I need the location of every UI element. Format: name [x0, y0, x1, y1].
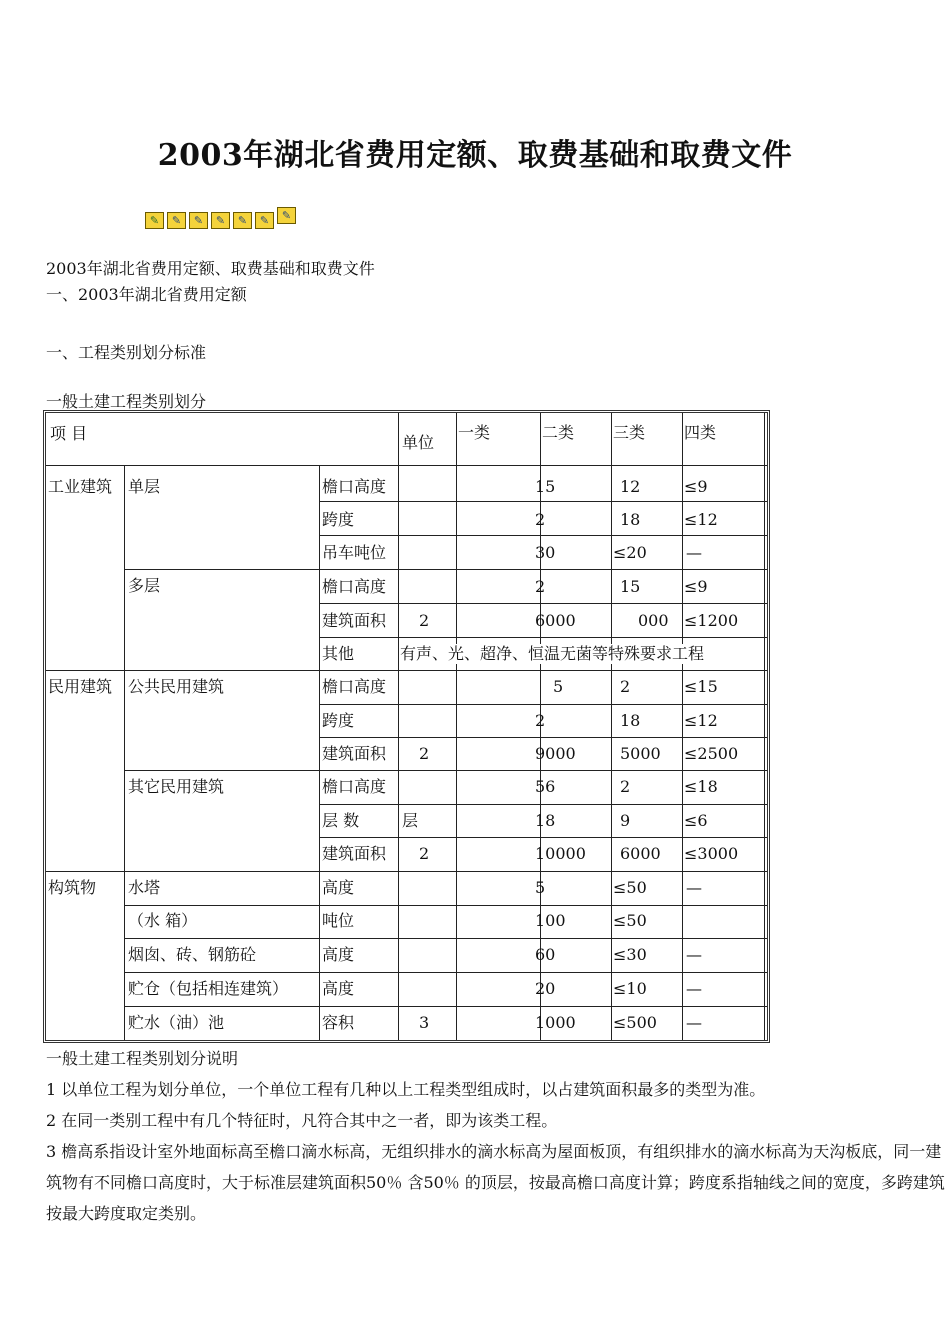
cell-class-2: 60: [535, 945, 556, 964]
note-item: 3 檐高系指设计室外地面标高至檐口滴水标高，无组织排水的滴水标高为屋面板顶，有组织排水的滴水标高为天沟板底，同一建筑物有不同檐口高度时，大于标准层建筑面积50％ 含50％ 的顶层，按最高檐口高度计算；跨度系指轴线之间的宽度，多跨建筑按最大跨度取定类别。: [46, 1142, 945, 1223]
cell-class-4: ≤9: [684, 577, 708, 596]
cell-class-2: 5: [553, 677, 564, 696]
merged-cell: 有声、光、超净、恒温无菌等特殊要求工程: [400, 644, 705, 663]
row-item: 跨度: [322, 711, 355, 730]
cell-class-2: 1000: [535, 1013, 576, 1032]
header-class-4: 四类: [684, 423, 717, 442]
cell-class-2: 30: [535, 543, 556, 562]
cell-class-3: 12: [620, 477, 641, 496]
cell-class-4: ≤12: [684, 711, 718, 730]
group-label: 构筑物: [48, 878, 97, 897]
cell-class-4: ≤15: [684, 677, 718, 696]
cell-class-2: 18: [535, 811, 556, 830]
cell-class-3: 2: [620, 677, 631, 696]
pdf-icon[interactable]: ✎: [277, 207, 296, 224]
pdf-icon[interactable]: ✎: [189, 212, 208, 229]
cell-class-4: —: [686, 1013, 702, 1032]
subgroup-label: 单层: [128, 477, 161, 496]
cell-class-4: ≤1200: [684, 611, 739, 630]
subgroup-label: 水塔: [128, 878, 161, 897]
subgroup-label: （水 箱）: [128, 911, 198, 930]
cell-class-4: ≤12: [684, 510, 718, 529]
cell-class-3: ≤500: [613, 1013, 657, 1032]
cell-unit: 2: [419, 611, 430, 630]
cell-class-2: 10000: [535, 844, 586, 863]
header-class-2: 二类: [542, 423, 575, 442]
cell-class-4: —: [686, 878, 702, 897]
subgroup-label: 其它民用建筑: [128, 777, 225, 796]
cell-class-3: ≤10: [613, 979, 647, 998]
cell-class-2: 15: [535, 477, 556, 496]
cell-class-3: 18: [620, 510, 641, 529]
row-item: 吊车吨位: [322, 543, 387, 562]
cell-class-2: 2: [535, 510, 546, 529]
cell-class-2: 20: [535, 979, 556, 998]
header-unit: 单位: [402, 433, 435, 452]
row-item: 建筑面积: [322, 844, 387, 863]
cell-class-3: ≤50: [613, 911, 647, 930]
cell-class-2: 5: [535, 878, 546, 897]
notes-section: [46, 1043, 946, 1229]
category-table: [45, 412, 768, 1041]
cell-class-3: 6000: [620, 844, 661, 863]
cell-unit: 3: [419, 1013, 430, 1032]
cell-class-3: 5000: [620, 744, 661, 763]
header-class-3: 三类: [613, 423, 646, 442]
cell-unit: 2: [419, 844, 430, 863]
cell-class-3: ≤20: [613, 543, 647, 562]
table-caption: 一般土建工程类别划分: [46, 392, 207, 411]
row-item: 其他: [322, 644, 355, 663]
section-heading: 一、2003年湖北省费用定额: [46, 285, 247, 304]
subgroup-label: 烟囱、砖、钢筋砼: [128, 945, 257, 964]
cell-class-3: 18: [620, 711, 641, 730]
row-item: 高度: [322, 979, 355, 998]
row-item: 檐口高度: [322, 677, 387, 696]
pdf-icon[interactable]: ✎: [211, 212, 230, 229]
cell-class-2: 2: [535, 577, 546, 596]
cell-class-3: ≤30: [613, 945, 647, 964]
pdf-icon[interactable]: ✎: [145, 212, 164, 229]
pdf-icon[interactable]: ✎: [255, 212, 274, 229]
subgroup-label: 多层: [128, 576, 161, 595]
row-item: 檐口高度: [322, 577, 387, 596]
subgroup-label: 公共民用建筑: [128, 677, 225, 696]
row-item: 檐口高度: [322, 777, 387, 796]
cell-class-2: 6000: [535, 611, 576, 630]
row-item: 容积: [322, 1013, 355, 1032]
cell-class-4: ≤2500: [684, 744, 739, 763]
cell-class-4: ≤9: [684, 477, 708, 496]
subgroup-label: 贮仓（包括相连建筑）: [128, 979, 289, 998]
row-item: 建筑面积: [322, 744, 387, 763]
row-item: 高度: [322, 945, 355, 964]
cell-class-4: —: [686, 543, 702, 562]
cell-class-2: 9000: [535, 744, 576, 763]
note-item: 1 以单位工程为划分单位，一个单位工程有几种以上工程类型组成时，以占建筑面积最多的类型为准。: [46, 1080, 766, 1099]
cell-class-4: —: [686, 945, 702, 964]
row-item: 建筑面积: [322, 611, 387, 630]
cell-class-3: 000: [638, 611, 669, 630]
cell-class-2: 100: [535, 911, 566, 930]
cell-class-3: ≤50: [613, 878, 647, 897]
cell-class-3: 15: [620, 577, 641, 596]
cell-class-4: ≤18: [684, 777, 718, 796]
header-class-1: 一类: [458, 423, 491, 442]
group-label: 工业建筑: [48, 477, 113, 496]
group-label: 民用建筑: [48, 677, 113, 696]
row-item: 吨位: [322, 911, 355, 930]
pdf-icon[interactable]: ✎: [233, 212, 252, 229]
pdf-icon[interactable]: ✎: [167, 212, 186, 229]
cell-unit: 层: [402, 811, 419, 830]
cell-unit: 2: [419, 744, 430, 763]
toolbar-icons: [145, 209, 296, 229]
cell-class-4: ≤3000: [684, 844, 739, 863]
cell-class-3: 9: [620, 811, 631, 830]
row-item: 跨度: [322, 510, 355, 529]
note-item: 2 在同一类别工程中有几个特征时，凡符合其中之一者，即为该类工程。: [46, 1111, 558, 1130]
cell-class-2: 56: [535, 777, 556, 796]
row-item: 层 数: [322, 811, 360, 830]
row-item: 檐口高度: [322, 477, 387, 496]
notes-heading: 一般土建工程类别划分说明: [46, 1049, 239, 1068]
section-heading: 一、工程类别划分标准: [46, 343, 207, 362]
page-title: 2003年湖北省费用定额、取费基础和取费文件: [157, 138, 793, 173]
cell-class-4: —: [686, 979, 702, 998]
cell-class-2: 2: [535, 711, 546, 730]
header-project: 项 目: [50, 424, 88, 443]
subtitle: 2003年湖北省费用定额、取费基础和取费文件: [46, 259, 375, 278]
subgroup-label: 贮水（油）池: [128, 1013, 225, 1032]
cell-class-4: ≤6: [684, 811, 708, 830]
row-item: 高度: [322, 878, 355, 897]
cell-class-3: 2: [620, 777, 631, 796]
